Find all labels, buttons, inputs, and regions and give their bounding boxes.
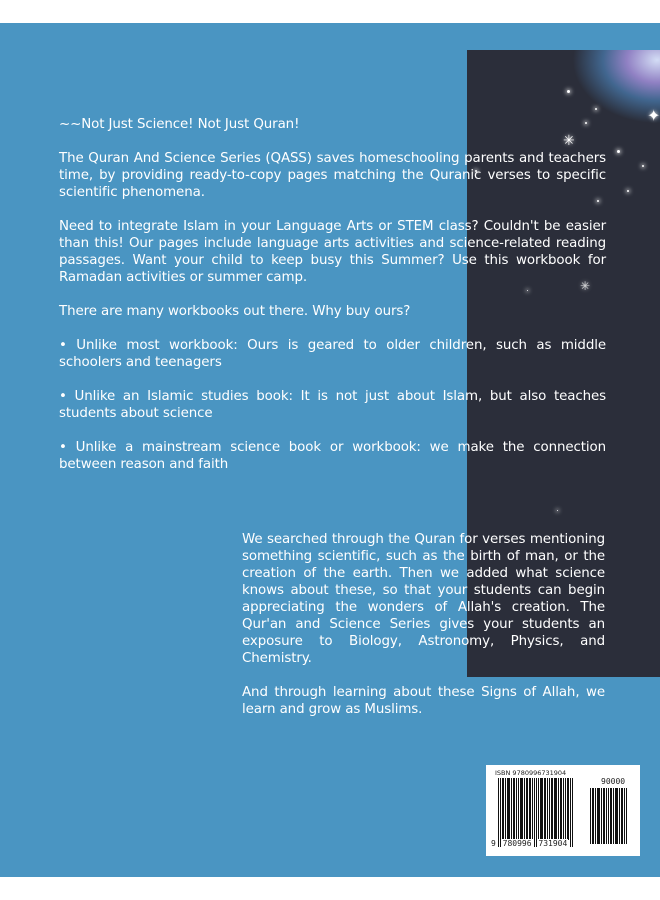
addon-barcode-bars <box>590 788 632 844</box>
star-icon <box>627 190 629 192</box>
sparkle-icon: ✳ <box>580 279 591 293</box>
star-icon <box>617 150 620 153</box>
ean-barcode-bars <box>498 778 586 847</box>
signs-paragraph: And through learning about these Signs of Allah, we learn and grow as Muslims. <box>242 685 605 717</box>
star-icon <box>595 108 597 110</box>
star-icon <box>567 90 570 93</box>
book-back-cover <box>0 23 660 877</box>
bullet-item: • Unlike a mainstream science book or workbook: we make the connection between reason and faith <box>59 440 606 472</box>
sparkle-icon: ✳ <box>563 133 575 149</box>
integration-paragraph: Need to integrate Islam in your Language Arts or STEM class? Couldn't be easier than this! Our pages include language arts activities and science-related reading passages. Want your child to keep busy this Summer? Use this workbook for Ramadan activities or summer camp. <box>59 219 606 285</box>
star-icon <box>642 165 644 167</box>
description-block <box>59 116 606 490</box>
tagline: ~~Not Just Science! Not Just Quran! <box>59 117 300 132</box>
sparkle-icon: ✦ <box>647 106 660 125</box>
intro-paragraph: The Quran And Science Series (QASS) saves homeschooling parents and teachers time, by providing ready-to-copy pages matching the Quranic verses to specific scientific phenomena. <box>59 151 606 200</box>
isbn-barcode <box>486 765 640 856</box>
bullet-item: • Unlike an Islamic studies book: It is not just about Islam, but also teaches students about science <box>59 389 606 421</box>
addon-price-code: 90000 <box>601 777 626 786</box>
closing-block <box>242 531 605 735</box>
why-buy-paragraph: There are many workbooks out there. Why buy ours? <box>59 304 411 319</box>
ean-digits <box>490 839 568 848</box>
bullet-item: • Unlike most workbook: Ours is geared to older children, such as middle schoolers and teenagers <box>59 338 606 370</box>
ean-right-group: 731904 <box>538 839 568 848</box>
ean-first-digit: 9 <box>491 839 496 848</box>
research-paragraph: We searched through the Quran for verses mentioning something scientific, such as the birth of man, or the creation of the earth. Then we added what science knows about these, so that your students can begin appreciating the wonders of Allah's creation. The Qur'an and Science Series gives your students an exposure to Biology, Astronomy, Physics, and Chemistry. <box>242 532 605 666</box>
isbn-label: ISBN 9780996731904 <box>495 769 567 777</box>
ean-left-group: 780996 <box>502 839 532 848</box>
star-icon <box>557 510 558 511</box>
